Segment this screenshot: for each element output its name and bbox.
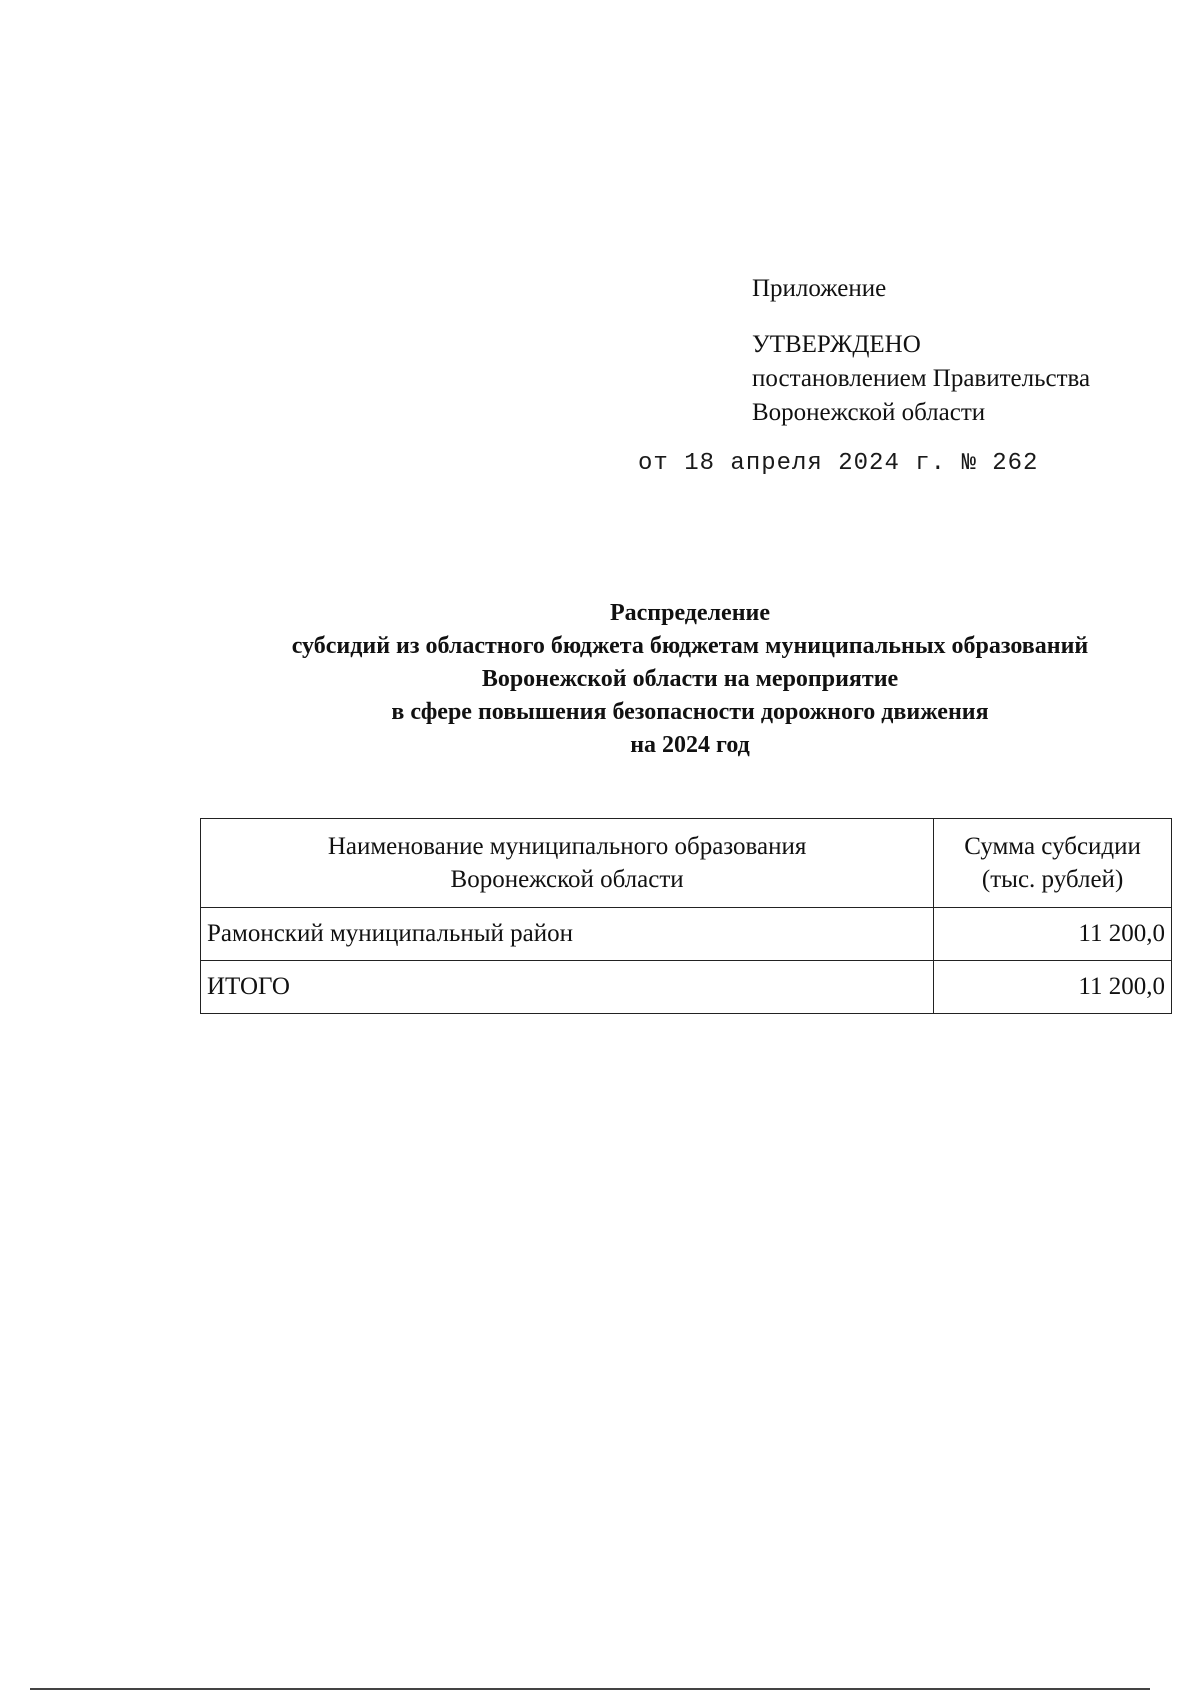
title-line-3: Воронежской области на мероприятие bbox=[481, 666, 899, 692]
row-municipality-name: Рамонский муниципальный район bbox=[201, 908, 934, 961]
decree-text-line2: Воронежской области bbox=[752, 399, 986, 426]
header-municipality bbox=[201, 819, 934, 908]
title-line-4: в сфере повышения безопасности дорожного движения bbox=[391, 699, 989, 725]
header-municipality-line1: Наименование муниципального образования bbox=[327, 833, 807, 860]
header-sum-line2: (тыс. рублей) bbox=[981, 866, 1124, 893]
table-row bbox=[201, 908, 1172, 961]
row-subsidy-sum: 11 200,0 bbox=[934, 908, 1172, 961]
total-sum: 11 200,0 bbox=[934, 961, 1172, 1014]
approved-label: УТВЕРЖДЕНО bbox=[752, 331, 921, 358]
header-sum-line1: Сумма субсидии bbox=[964, 833, 1141, 860]
title-line-2: субсидий из областного бюджета бюджетам муниципальных образований bbox=[291, 633, 1089, 659]
title-line-5: на 2024 год bbox=[630, 732, 750, 758]
table-total-row bbox=[201, 961, 1172, 1014]
header-municipality-line2: Воронежской области bbox=[450, 866, 684, 893]
total-label: ИТОГО bbox=[201, 961, 934, 1014]
approval-block bbox=[752, 272, 1090, 430]
page-bottom-rule bbox=[30, 1688, 1150, 1690]
table-header-row bbox=[201, 819, 1172, 908]
header-subsidy-sum bbox=[934, 819, 1172, 908]
title-line-1: Распределение bbox=[609, 600, 771, 626]
appendix-label: Приложение bbox=[752, 275, 887, 302]
decree-date-number: от 18 апреля 2024 г. № 262 bbox=[638, 450, 1039, 477]
subsidies-table bbox=[200, 818, 1172, 1014]
decree-text-line1: постановлением Правительства bbox=[752, 365, 1091, 392]
document-title bbox=[120, 597, 1200, 762]
